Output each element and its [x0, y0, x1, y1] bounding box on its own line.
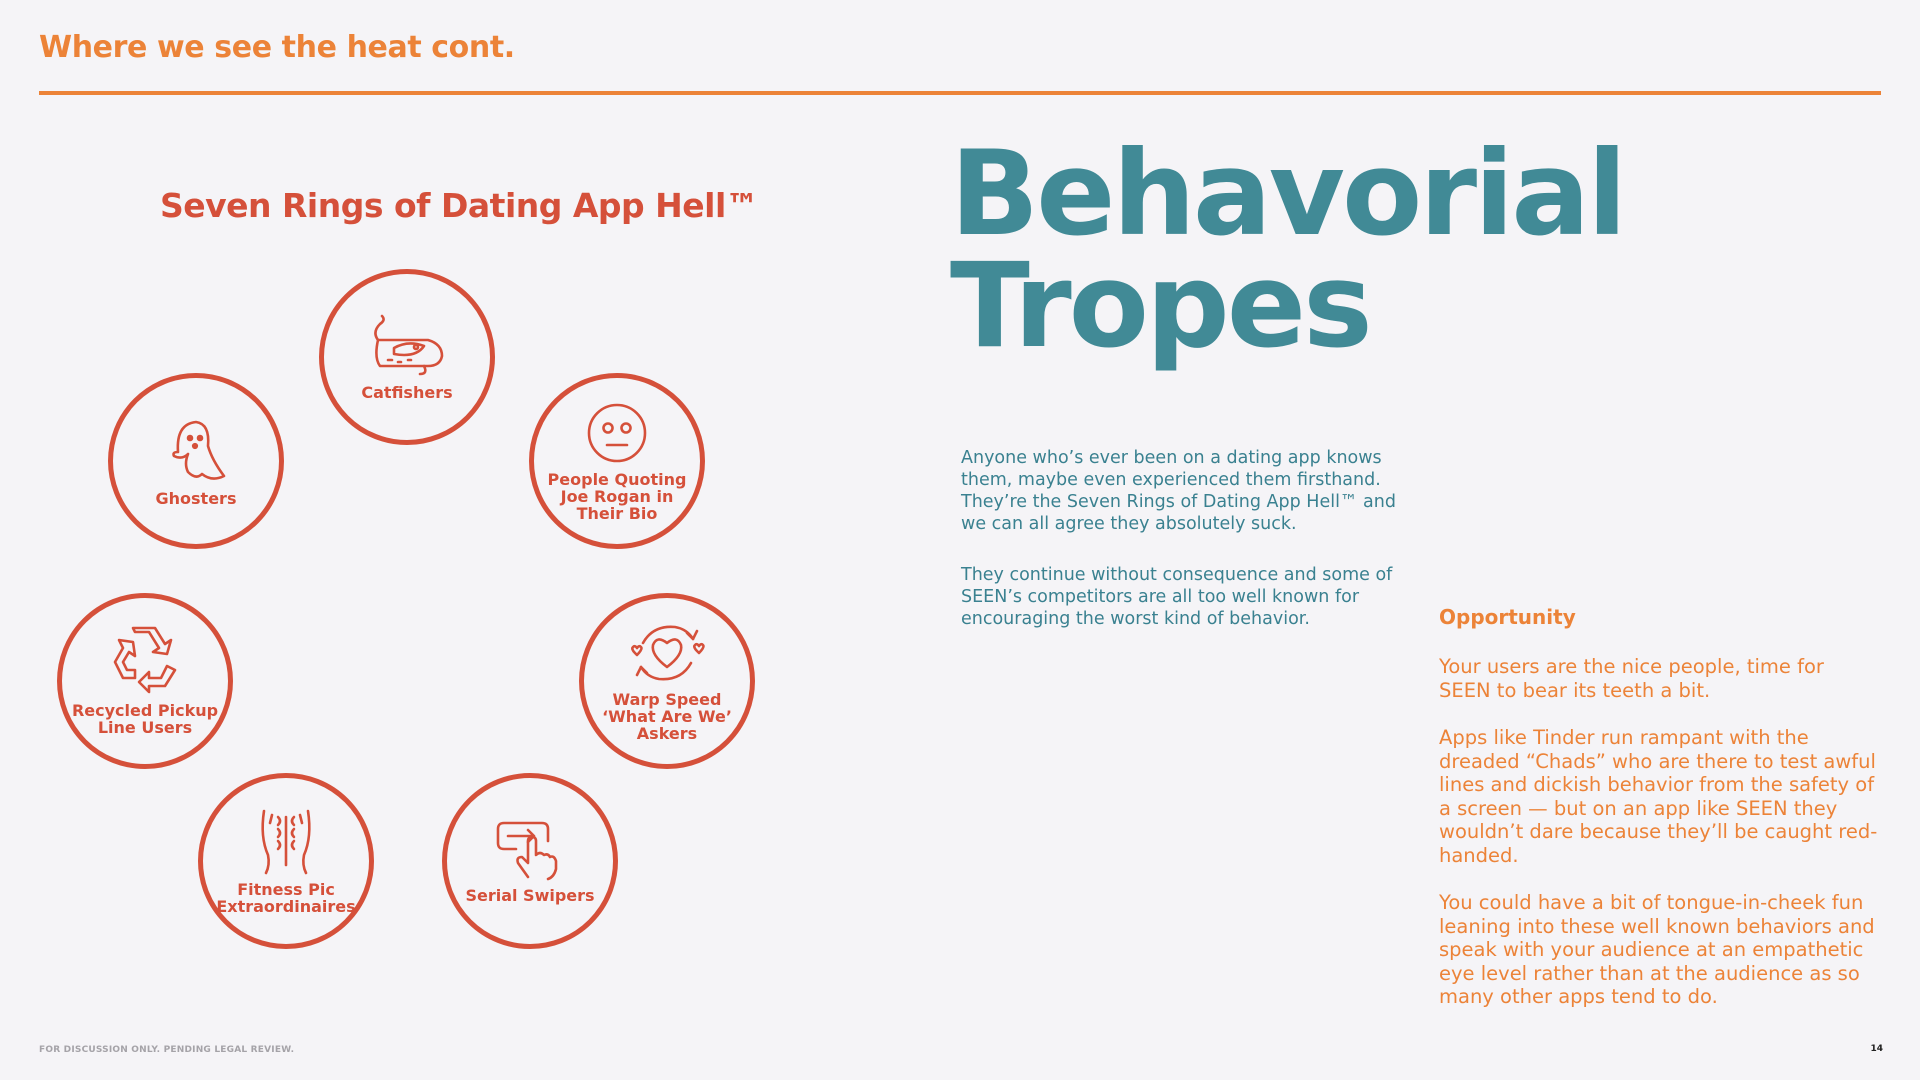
ring-joe-rogan-quoters: [529, 373, 705, 549]
ring-warp-speed-askers: [579, 593, 755, 769]
page-title: [950, 125, 1625, 374]
fish-icon: [368, 314, 446, 378]
heart-cycle-icon: [629, 621, 705, 685]
page-title-line1: Behavorial: [950, 125, 1625, 262]
ring-label: Fitness Pic Extraordinaires: [216, 880, 356, 916]
opportunity-paragraph: You could have a bit of tongue-in-cheek fun leaning into these well known behaviors and speak with your audience at an empathetic eye level rather than at the audience as so many other apps tend to do.: [1439, 891, 1875, 1008]
recycle-icon: [109, 626, 181, 696]
header-divider: [39, 91, 1881, 95]
opportunity-paragraph: Apps like Tinder run rampant with the dreaded “Chads” who are there to test awful lines and dickish behavior from the safety of a screen — but on an app like SEEN they wouldn’t dare because they’ll be caught red-handed.: [1439, 726, 1878, 867]
legal-footnote: FOR DISCUSSION ONLY. PENDING LEGAL REVIEW.: [39, 1045, 295, 1055]
ring-label: Serial Swipers: [465, 885, 595, 905]
ring-label: People Quoting Joe Rogan in Their Bio: [547, 469, 687, 523]
abs-torso-icon: [256, 807, 316, 875]
ring-serial-swipers: [442, 773, 618, 949]
rings-title: Seven Rings of Dating App Hell™: [160, 186, 759, 225]
opportunity-section: [1439, 605, 1879, 1033]
intro-text: [961, 447, 1406, 659]
intro-paragraph: They continue without consequence and some of SEEN’s competitors are all too well known for encouraging the worst kind of behavior.: [961, 565, 1393, 629]
ring-fitness-pic-extraordinaires: [198, 773, 374, 949]
neutral-face-icon: [585, 401, 649, 465]
intro-paragraph: Anyone who’s ever been on a dating app knows them, maybe even experienced them firsthand. They’re the Seven Rings of Dating App Hell™ and we can all agree they absolutely suck.: [961, 448, 1396, 534]
ghost-icon: [166, 416, 226, 484]
ring-label: Recycled Pickup Line Users: [71, 701, 219, 737]
opportunity-heading: Opportunity: [1439, 605, 1576, 629]
swipe-hand-icon: [494, 819, 566, 881]
ring-label: Ghosters: [155, 488, 237, 508]
ring-label: Catfishers: [361, 382, 453, 402]
opportunity-paragraph: Your users are the nice people, time for SEEN to bear its teeth a bit.: [1439, 655, 1824, 702]
section-title: Where we see the heat cont.: [39, 30, 515, 65]
page-number: 14: [1870, 1044, 1883, 1054]
ring-label: Warp Speed ‘What Are We’ Askers: [602, 689, 732, 743]
ring-ghosters: [108, 373, 284, 549]
ring-catfishers: [319, 269, 495, 445]
ring-recycled-pickup-line-users: [57, 593, 233, 769]
page-title-line2: Tropes: [950, 237, 1370, 374]
